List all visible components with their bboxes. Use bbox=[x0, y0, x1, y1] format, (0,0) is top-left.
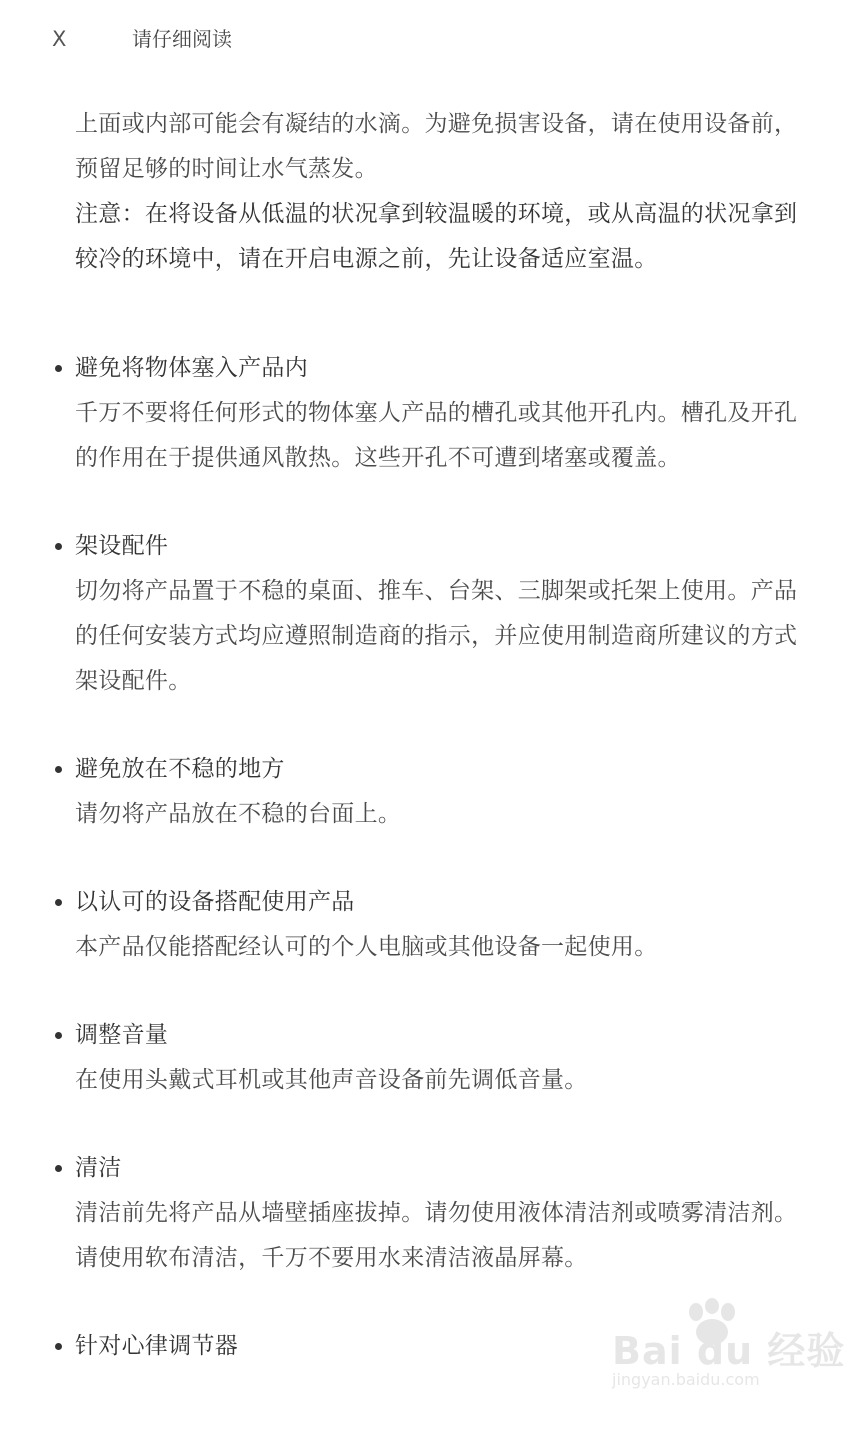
bullet-icon bbox=[55, 543, 62, 550]
section-title bbox=[75, 1146, 862, 1191]
section-title bbox=[75, 524, 862, 569]
section-title-text: 调整音量 bbox=[75, 1022, 169, 1048]
section-title bbox=[75, 880, 862, 925]
section-title bbox=[75, 747, 862, 792]
section-approved-equipment bbox=[0, 880, 862, 970]
section-title-text: 架设配件 bbox=[75, 533, 169, 559]
note-paragraph: 注意：在将设备从低温的状况拿到较温暖的环境，或从高温的状况拿到较冷的环境中，请在开启电源之前，先让设备适应室温。 bbox=[75, 201, 798, 272]
section-title-text: 避免将物体塞入产品内 bbox=[75, 355, 308, 381]
section-title-text: 以认可的设备搭配使用产品 bbox=[75, 889, 355, 915]
section-body: 切勿将产品置于不稳的桌面、推车、台架、三脚架或托架上使用。产品的任何安装方式均应遵照制造商的指示，并应使用制造商所建议的方式架设配件。 bbox=[75, 578, 798, 694]
watermark-brand: Bai du 经验 bbox=[612, 1329, 846, 1373]
section-body: 千万不要将任何形式的物体塞人产品的槽孔或其他开孔内。槽孔及开孔的作用在于提供通风散热。这些开孔不可遭到堵塞或覆盖。 bbox=[75, 400, 798, 471]
top-bar bbox=[0, 0, 862, 80]
bullet-icon bbox=[55, 1343, 62, 1350]
section-body: 本产品仅能搭配经认可的个人电脑或其他设备一起使用。 bbox=[75, 934, 658, 960]
bullet-icon bbox=[55, 1032, 62, 1039]
section-title bbox=[75, 1324, 862, 1369]
section-body: 请勿将产品放在不稳的台面上。 bbox=[75, 801, 402, 827]
section-cleaning bbox=[0, 1146, 862, 1281]
close-button[interactable]: X bbox=[52, 27, 67, 51]
section-title-text: 针对心律调节器 bbox=[75, 1333, 239, 1359]
bullet-icon bbox=[55, 766, 62, 773]
page-title: 请仔细阅读 bbox=[132, 27, 232, 51]
section-pacemaker bbox=[0, 1324, 862, 1369]
bullet-icon bbox=[55, 1165, 62, 1172]
intro-paragraph: 上面或内部可能会有凝结的水滴。为避免损害设备，请在使用设备前，预留足够的时间让水气蒸发。 bbox=[75, 111, 798, 182]
section-title bbox=[75, 346, 862, 391]
section-unstable-place bbox=[0, 747, 862, 837]
section-avoid-objects bbox=[0, 346, 862, 481]
section-body: 清洁前先将产品从墙壁插座拔掉。请勿使用液体清洁剂或喷雾清洁剂。请使用软布清洁，千万不要用水来清洁液晶屏幕。 bbox=[75, 1200, 798, 1271]
section-title-text: 清洁 bbox=[75, 1155, 122, 1181]
section-title-text: 避免放在不稳的地方 bbox=[75, 756, 285, 782]
section-body: 在使用头戴式耳机或其他声音设备前先调低音量。 bbox=[75, 1067, 588, 1093]
bullet-icon bbox=[55, 365, 62, 372]
article-content bbox=[0, 102, 862, 1369]
watermark-url: jingyan.baidu.com bbox=[612, 1370, 760, 1389]
section-mount-accessories bbox=[0, 524, 862, 704]
section-title bbox=[75, 1013, 862, 1058]
bullet-icon bbox=[55, 899, 62, 906]
section-adjust-volume bbox=[0, 1013, 862, 1103]
